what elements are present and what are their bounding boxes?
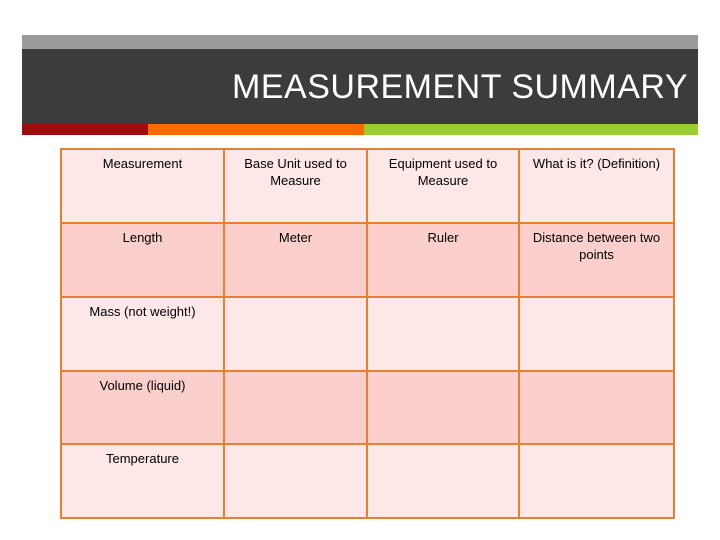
header-cell: Equipment used to Measure <box>367 149 519 223</box>
header-cell: What is it? (Definition) <box>519 149 674 223</box>
table-row <box>61 371 674 444</box>
table-cell: Mass (not weight!) <box>61 297 224 371</box>
table-cell <box>519 297 674 371</box>
table-cell <box>224 371 367 444</box>
accent-segment-red <box>22 124 148 135</box>
accent-segment-green <box>364 124 698 135</box>
table-cell <box>224 297 367 371</box>
table-cell: Length <box>61 223 224 297</box>
table-row <box>61 297 674 371</box>
table-cell: Temperature <box>61 444 224 518</box>
table-row <box>61 444 674 518</box>
table-cell <box>519 444 674 518</box>
header-cell: Base Unit used to Measure <box>224 149 367 223</box>
table-cell: Volume (liquid) <box>61 371 224 444</box>
table-cell <box>367 371 519 444</box>
table-cell: Distance between two points <box>519 223 674 297</box>
table-cell: Ruler <box>367 223 519 297</box>
table-cell <box>224 444 367 518</box>
accent-bar <box>22 124 698 135</box>
table-header-row <box>61 149 674 223</box>
measurement-summary-table <box>60 148 675 519</box>
table-cell <box>519 371 674 444</box>
table-cell: Meter <box>224 223 367 297</box>
header-cell: Measurement <box>61 149 224 223</box>
table-row <box>61 223 674 297</box>
accent-segment-orange <box>148 124 364 135</box>
table-cell <box>367 297 519 371</box>
title-bar <box>22 49 698 124</box>
table-cell <box>367 444 519 518</box>
top-decorative-strip <box>22 35 698 49</box>
slide-title: MEASUREMENT SUMMARY <box>232 68 688 106</box>
